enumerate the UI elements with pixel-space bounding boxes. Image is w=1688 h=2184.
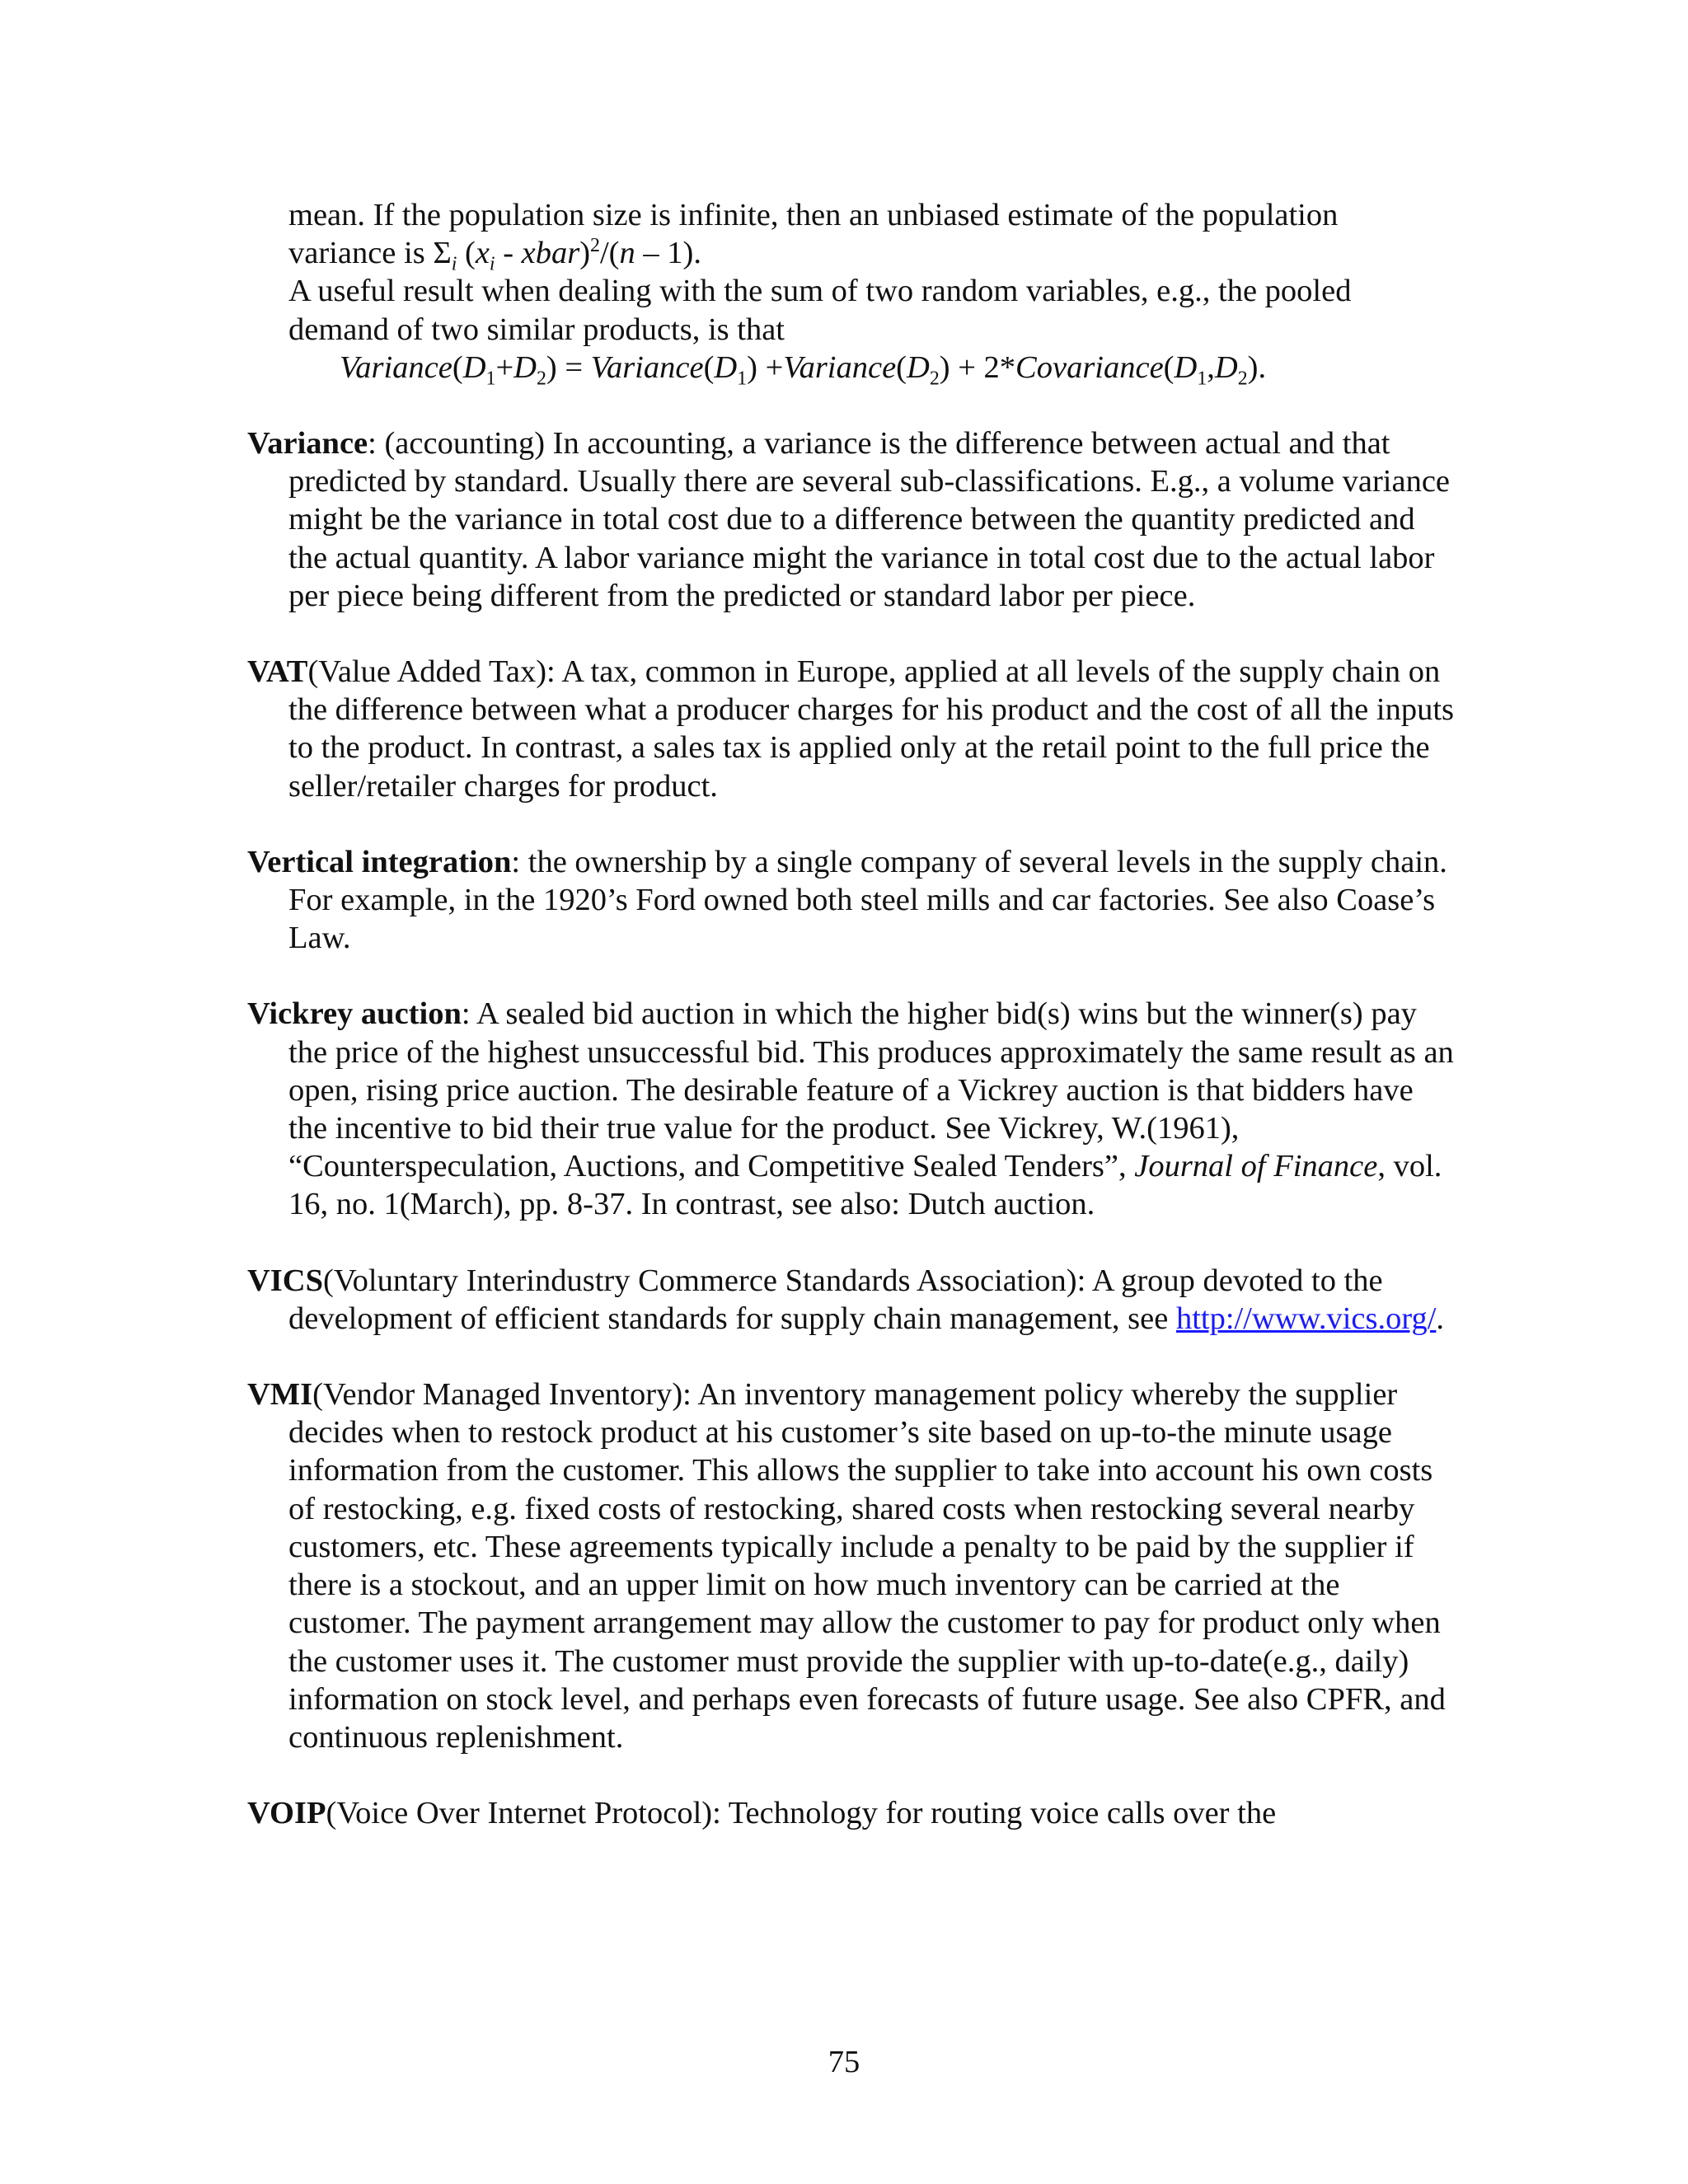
term-vics: VICS bbox=[247, 1263, 324, 1298]
term-variance: Variance bbox=[247, 426, 368, 462]
intro-line-1: mean. If the population size is infinite, then an unbiased estimate of the population bbox=[288, 198, 1339, 232]
page-number: 75 bbox=[828, 2045, 860, 2079]
glossary-content bbox=[247, 196, 1459, 1832]
definition-vmi: (Vendor Managed Inventory): An inventory management policy whereby the supplier decides when to restock product at his customer’s site based on up-to-the minute usage information from the customer. This allows the supplier to take into account his own costs of restocking, e.g. fixed costs of restocking, shared costs when restocking several nearby customers, etc. These agreements typically include a penalty to be paid by the supplier if there is a stockout, and an upper limit on how much inventory can be carried at the customer. The payment arrangement may allow the customer to pay for product only when the customer uses it. The customer must provide the supplier with up-to-date(e.g., daily) information on stock level, and perhaps even forecasts of future usage. See also CPFR, and continuous replenishment. bbox=[288, 1377, 1446, 1755]
entry-vics: VICS(Voluntary Interindustry Commerce Standards Association): A group devoted to the development of efficient standards for supply chain management, see http://www.vics.org/. bbox=[247, 1263, 1445, 1336]
term-vat: VAT bbox=[247, 654, 308, 690]
definition-vics: (Voluntary Interindustry Commerce Standards Association): A group devoted to the development of efficient standards for supply chain management, see bbox=[288, 1263, 1383, 1336]
vics-link[interactable]: http://www.vics.org/ bbox=[1175, 1301, 1437, 1336]
entry-vmi bbox=[247, 1376, 1459, 1756]
definition-vertical-integration: : the ownership by a single company of several levels in the supply chain. For example, in the 1920’s Ford owned both steel mills and car factories. See also Coase’s Law. bbox=[288, 844, 1447, 956]
definition-vat: (Value Added Tax): A tax, common in Europe, applied at all levels of the supply chain on the difference between what a producer charges for his product and the cost of all the inputs to the product. In contrast, a sales tax is applied only at the retail point to the full price the seller/retailer charges for product. bbox=[288, 654, 1455, 804]
entry-variance bbox=[247, 424, 1459, 615]
definition-vickrey-auction-end: , vol. 16, no. 1(March), pp. 8-37. In contrast, see also: Dutch auction. bbox=[288, 1149, 1442, 1222]
entry-vickrey-auction bbox=[247, 995, 1459, 1223]
term-vmi: VMI bbox=[247, 1377, 313, 1413]
definition-voip: (Voice Over Internet Protocol): Technology for routing voice calls over the bbox=[326, 1796, 1277, 1831]
intro-line-3: A useful result when dealing with the sum of two random variables, e.g., the pooled demand of two similar products, is that bbox=[288, 274, 1352, 347]
definition-variance: : (accounting) In accounting, a variance is the difference between actual and that predicted by standard. Usually there are several sub-classifications. E.g., a volume variance might be the variance in total cost due to a difference between the quantity predicted and the actual quantity. A labor variance might the variance in total cost due to the actual labor per piece being different from the predicted or standard labor per piece. bbox=[288, 426, 1450, 613]
entry-vat bbox=[247, 653, 1459, 805]
intro-line-2: variance is $\Sigma_i$ ($x_i$ - xbar)$^2$/(n – 1). bbox=[288, 235, 701, 275]
journal-title: Journal of Finance bbox=[1134, 1149, 1378, 1184]
variance-sum-formula: $Variance(D_1+D_2)$ = $Variance(D_1)$ $+Variance(D_2)$ + $2*Covariance(D_1,D_2)$. bbox=[340, 349, 1267, 390]
term-vertical-integration: Vertical integration bbox=[247, 844, 512, 879]
term-vickrey-auction: Vickrey auction bbox=[247, 996, 462, 1032]
entry-vertical-integration bbox=[247, 843, 1459, 958]
entry-voip bbox=[247, 1794, 1459, 1832]
term-voip: VOIP bbox=[247, 1796, 326, 1831]
definition-vickrey-auction: : A sealed bid auction in which the higher bid(s) wins but the winner(s) pay the price of the highest unsuccessful bid. This produces approximately the same result as an open, rising price auction. The desirable feature of a Vickrey auction is that bidders have the incentive to bid their true value for the product. See Vickrey, W.(1961), “Counterspeculation, Auctions, and Competitive Sealed Tenders”, bbox=[288, 996, 1454, 1184]
